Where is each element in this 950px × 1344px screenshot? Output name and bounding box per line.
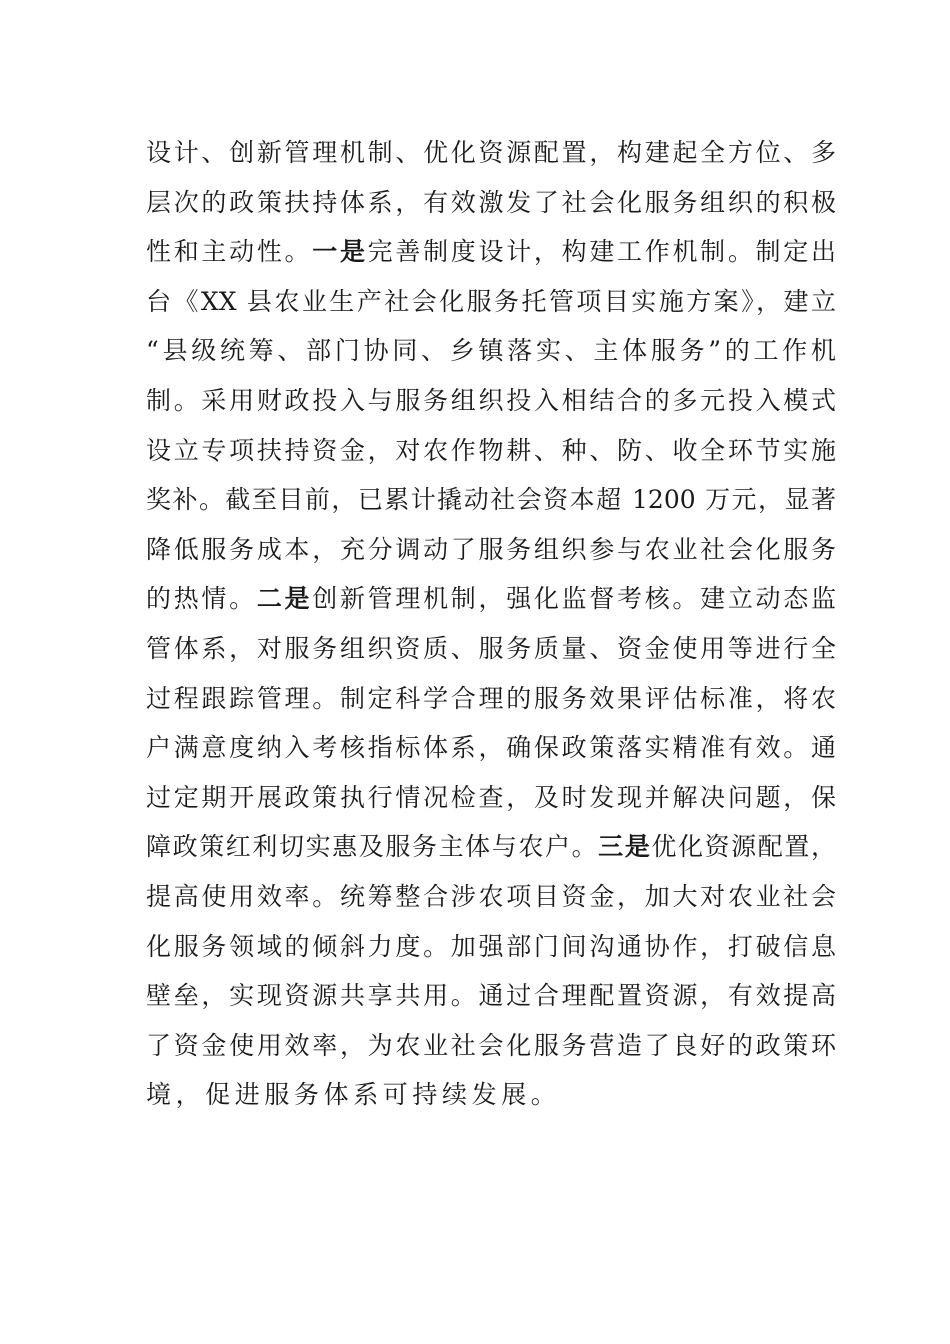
text-line: [146, 872, 836, 922]
text-segment: 降低服务成本，充分调动了服务组织参与农业社会化服务: [146, 534, 836, 564]
text-line: [146, 525, 836, 575]
text-segment: 台《XX 县农业生产社会化服务托管项目实施方案》，建立: [146, 286, 836, 316]
text-line: [146, 1021, 836, 1071]
text-segment: 过程跟踪管理。制定科学合理的服务效果评估标准，将农: [146, 683, 836, 713]
text-segment: 过定期开展政策执行情况检查，及时发现并解决问题，保: [146, 782, 836, 812]
text-segment: 层次的政策扶持体系，有效激发了社会化服务组织的积极: [146, 187, 836, 217]
text-line: [146, 475, 836, 525]
text-line: [146, 922, 836, 972]
text-segment: “县级统筹、部门协同、乡镇落实、主体服务”的工作机: [146, 336, 836, 366]
text-line: [146, 773, 836, 823]
text-line: [146, 674, 836, 724]
text-segment: 性和主动性。: [146, 237, 313, 267]
text-segment: 壁垒，实现资源共享共用。通过合理配置资源，有效提高: [146, 981, 836, 1011]
text-segment: 化服务领域的倾斜力度。加强部门间沟通协作，打破信息: [146, 931, 836, 961]
text-line: [146, 1070, 836, 1120]
text-line: [146, 822, 836, 872]
text-line: [146, 426, 836, 476]
text-line: [146, 277, 836, 327]
bold-ordinal: 三是: [598, 832, 652, 862]
text-line: [146, 326, 836, 376]
text-line: [146, 574, 836, 624]
text-line: [146, 128, 836, 178]
bold-ordinal: 一是: [312, 237, 368, 267]
text-segment: 设立专项扶持资金，对农作物耕、种、防、收全环节实施: [146, 435, 836, 465]
text-segment: 的热情。: [146, 584, 257, 614]
text-line: [146, 227, 836, 277]
text-segment: 提高使用效率。统筹整合涉农项目资金，加大对农业社会: [146, 881, 836, 911]
text-line: [146, 376, 836, 426]
text-segment: 了资金使用效率，为农业社会化服务营造了良好的政策环: [146, 1030, 836, 1060]
text-segment: 境，促进服务体系可持续发展。: [146, 1080, 561, 1110]
text-segment: 创新管理机制，强化监督考核。建立动态监: [312, 584, 836, 614]
bold-ordinal: 二是: [256, 584, 313, 614]
text-segment: 障政策红利切实惠及服务主体与农户。: [146, 832, 599, 862]
text-segment: 奖补。截至目前，已累计撬动社会资本超 1200 万元，显著: [146, 485, 836, 515]
text-line: [146, 971, 836, 1021]
text-segment: 管体系，对服务组织资质、服务质量、资金使用等进行全: [146, 633, 836, 663]
text-segment: 户满意度纳入考核指标体系，确保政策落实精准有效。通: [146, 733, 836, 763]
body-paragraph: [146, 128, 836, 1120]
text-segment: 优化资源配置，: [651, 832, 836, 862]
text-line: [146, 624, 836, 674]
text-segment: 制。采用财政投入与服务组织投入相结合的多元投入模式: [146, 385, 836, 415]
text-segment: 设计、创新管理机制、优化资源配置，构建起全方位、多: [146, 138, 836, 167]
text-line: [146, 178, 836, 228]
text-line: [146, 723, 836, 773]
text-segment: 完善制度设计，构建工作机制。制定出: [367, 237, 836, 267]
